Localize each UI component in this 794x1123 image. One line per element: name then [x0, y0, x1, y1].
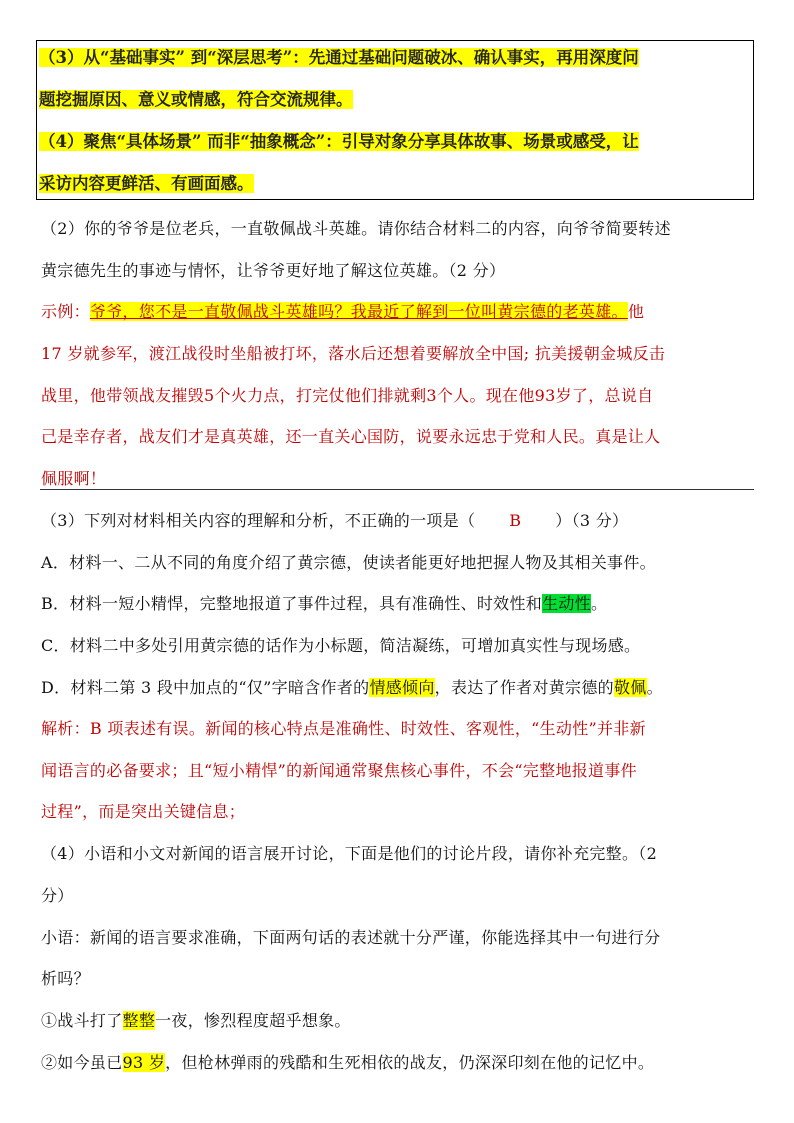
- sentence-2: ②如今虽已93 岁，但枪林弹雨的残酷和生死相依的战友，仍深深印刻在他的记忆中。: [41, 1053, 655, 1072]
- option-b: B．材料一短小精悍，完整地报道了事件过程，具有准确性、时效性和生动性。: [41, 594, 608, 613]
- tip-4-line-1: （4）聚焦“具体场景” 而非“抽象概念”：引导对象分享具体故事、场景或感受，让: [39, 132, 639, 151]
- question-3-stem: （3）下列对材料相关内容的理解和分析，不正确的一项是（ B ）（3 分）: [41, 508, 754, 534]
- analysis-line-2: 闻语言的必备要求；且“短小精悍”的新闻通常聚焦核心事件，不会“完整地报道事件: [41, 761, 637, 780]
- analysis-line-3: 过程”，而是突出关键信息；: [41, 802, 246, 821]
- sentence-1: ①战斗打了整整一夜，惨烈程度超乎想象。: [41, 1011, 351, 1030]
- section-divider: [40, 489, 754, 490]
- example-line-4: 己是幸存者，战友们才是真英雄，还一直关心国防，说要永远忠于党和人民。真是让人: [41, 427, 661, 446]
- answer-value: B: [509, 511, 522, 530]
- question-4-line-3: 小语：新闻的语言要求准确，下面两句话的表述就十分严谨，你能选择其中一句进行分: [41, 928, 661, 947]
- example-line-5: 佩服啊！: [41, 469, 107, 488]
- tip-3-line-2: 题挖掘原因、意义或情感，符合交流规律。: [39, 90, 353, 109]
- analysis-line-1: 解析：B 项表述有误。新闻的核心特点是准确性、时效性、客观性，“生动性”并非新: [41, 719, 646, 738]
- question-4-line-4: 析吗？: [41, 969, 90, 988]
- example-line-3: 战里，他带领战友摧毁5个火力点，打完仗他们排就剩3个人。现在他93岁了，总说自: [41, 386, 654, 405]
- highlighted-tips-box: [36, 40, 754, 200]
- example-prefix: 示例：: [41, 302, 90, 321]
- question-2-line-1: （2）你的爷爷是位老兵，一直敬佩战斗英雄。请你结合材料二的内容，向爷爷简要转述: [41, 219, 671, 238]
- question-4-line-2: 分）: [41, 886, 74, 905]
- question-2-line-2: 黄宗德先生的事迹与情怀，让爷爷更好地了解这位英雄。（2 分）: [41, 261, 506, 280]
- option-c: C．材料二中多处引用黄宗德的话作为小标题，简洁凝练，可增加真实性与现场感。: [41, 636, 641, 655]
- question-4-line-1: （4）小语和小文对新闻的语言展开讨论，下面是他们的讨论片段，请你补充完整。（2: [41, 844, 658, 863]
- option-d: D．材料二第 3 段中加点的“仅”字暗含作者的情感倾向，表达了作者对黄宗德的敬佩。: [41, 678, 663, 697]
- example-highlight: 爷爷，您不是一直敬佩战斗英雄吗？我最近了解到一位叫黄宗德的老英雄。: [89, 302, 628, 321]
- option-a: A．材料一、二从不同的角度介绍了黄宗德，使读者能更好地把握人物及其相关事件。: [41, 553, 656, 572]
- example-line-2: 17 岁就参军，渡江战役时坐船被打坏，落水后还想着要解放全中国; 抗美援朝金城反击: [41, 344, 666, 363]
- tip-4-line-2: 采访内容更鲜活、有画面感。: [39, 174, 254, 193]
- tip-3-line-1: （3）从“基础事实” 到“深层思考”：先通过基础问题破冰、确认事实，再用深度问: [39, 48, 639, 67]
- example-line-1: 示例：爷爷，您不是一直敬佩战斗英雄吗？我最近了解到一位叫黄宗德的老英雄。他: [41, 302, 645, 321]
